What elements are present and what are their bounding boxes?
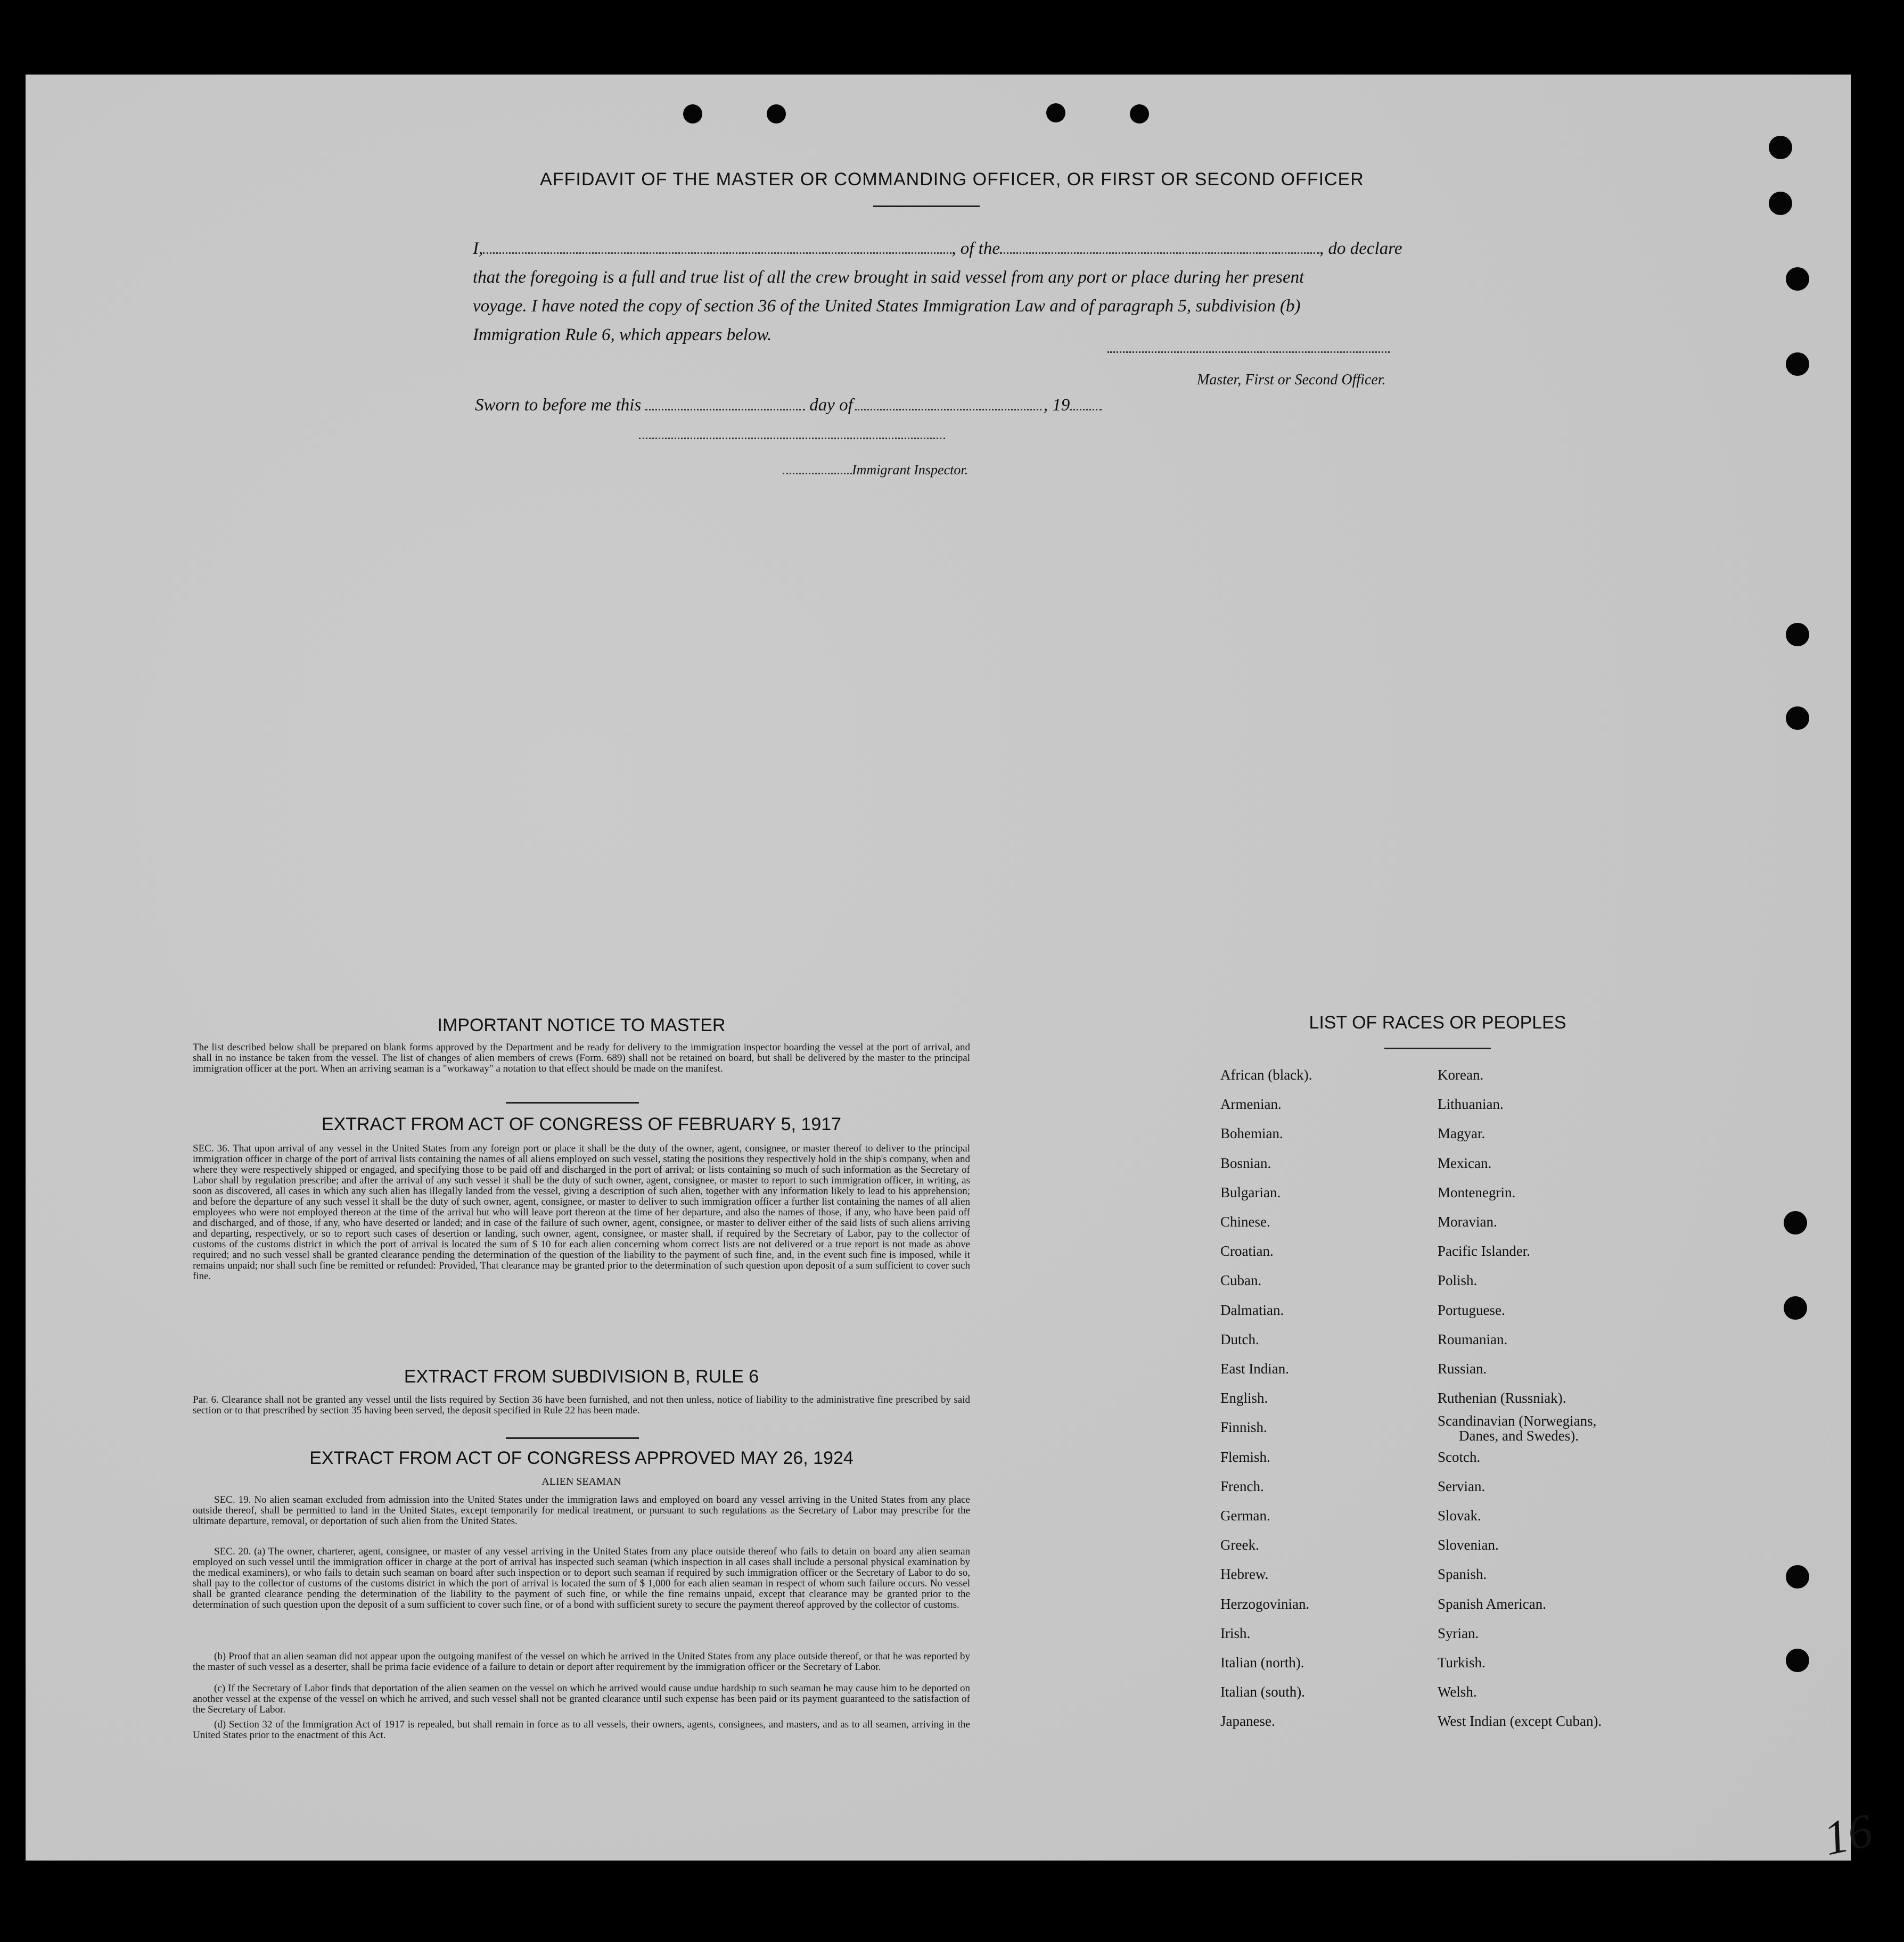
race-item-right-cont: Danes, and Swedes). — [1459, 1428, 1579, 1444]
race-item-left: Hebrew. — [1220, 1566, 1269, 1583]
punch-hole — [1784, 1211, 1807, 1235]
race-item-right: Slovak. — [1438, 1508, 1481, 1524]
race-item-right: Lithuanian. — [1438, 1096, 1504, 1113]
punch-hole — [767, 104, 786, 124]
punch-hole — [1786, 623, 1809, 646]
declare-label: , do declare — [1319, 239, 1402, 258]
extract-1924-title: EXTRACT FROM ACT OF CONGRESS APPROVED MAY 26, 1924 — [309, 1448, 853, 1468]
declaration-line-3: voyage. I have noted the copy of section 36 of the United States Immigration Law and of paragraph 5, subdivision (b) — [473, 297, 1301, 316]
race-item-left: Dalmatian. — [1220, 1302, 1284, 1318]
race-item-right: Turkish. — [1438, 1655, 1486, 1671]
race-item-left: Greek. — [1220, 1537, 1259, 1553]
inspector-name-dots — [783, 462, 852, 474]
section-divider — [506, 1437, 639, 1439]
race-item-right: West Indian (except Cuban). — [1438, 1713, 1602, 1730]
sec19-text: SEC. 19. No alien seaman excluded from admission into the United States under the immigration laws and employed on board any vessel arriving in the United States from any place outside thereof, shall be permitted to land in the United States, except temporarily for medical treatment, or pursuant to such regulations as the Secretary of Labor may prescribe for the ultimate departure, removal, or deportation of such alien from the United States. — [193, 1494, 970, 1527]
punch-hole — [1784, 1296, 1807, 1320]
punch-hole — [1046, 103, 1065, 122]
sworn-year-field[interactable] — [1070, 394, 1102, 410]
race-item-left: Bosnian. — [1220, 1155, 1271, 1171]
race-item-left: Croatian. — [1220, 1243, 1274, 1260]
race-item-right: Portuguese. — [1438, 1302, 1505, 1318]
race-item-left: Dutch. — [1220, 1331, 1259, 1347]
race-item-right: Syrian. — [1438, 1625, 1479, 1641]
sworn-day-label: day of — [809, 396, 853, 415]
notice-text: The list described below shall be prepared on blank forms approved by the Department and be ready for delivery to the immigration inspector boarding the vessel at the port of arrival, and shall in no instance be taken from the vessel. The list of changes of alien members of crews (Form. 689) shall not be retained on board, but shall be delivered by the master to the principal immigration officer at the port. When an arriving seaman is a "workaway" a notation to that effect should be made on the manifest. — [193, 1042, 970, 1074]
race-item-right: Slovenian. — [1438, 1537, 1499, 1553]
master-signature-label: Master, First or Second Officer. — [1197, 372, 1386, 388]
sec20b-text: (b) Proof that an alien seaman did not appear upon the outgoing manifest of the vessel on which he arrived in the United States from any place outside thereof, or that he was reported by the master of such vessel as a deserter, shall be prima facie evidence of a failure to detain or deport after requirement by the immigration officer or the Secretary of Labor. — [193, 1651, 970, 1673]
inspector-label: Immigrant Inspector. — [852, 462, 969, 478]
race-item-right: Montenegrin. — [1438, 1184, 1516, 1200]
inspector-signature-field[interactable] — [639, 438, 945, 439]
race-item-right: Polish. — [1438, 1272, 1478, 1289]
sworn-year-label: , 19 — [1043, 396, 1070, 415]
races-title: LIST OF RACES OR PEOPLES — [1309, 1013, 1566, 1033]
declarant-label: I, — [473, 239, 483, 258]
race-item-left: Bulgarian. — [1220, 1184, 1281, 1200]
races-divider — [1384, 1048, 1491, 1049]
race-item-left: Armenian. — [1220, 1096, 1282, 1113]
sec20a-text: SEC. 20. (a) The owner, charterer, agent, consignee, or master of any vessel arriving in the United States from any place outside thereof who fails to detain on board any alien seaman employed on such vessel until the immigration officer in charge at the port of arrival has inspected such seaman (which inspection in all cases shall include a personal physical examination by the medical examiners), or who fails to detain such seaman on board after such inspection or to deport such seaman if required by such immigration officer or the Secretary of Labor to do so, shall pay to the collector of customs of the customs district in which the port of arrival is located the sum of $ 1,000 for each alien seaman in respect of whom such failure occurs. No vessel shall be granted clearance pending the determination of the liability to the payment of such fine, or while the fine remains unpaid, except that clearance may be granted prior to the determination of such question upon the deposit of a sum sufficient to cover such fine, or of a bond with sufficient surety to secure the payment thereof approved by the collector of customs. — [193, 1546, 970, 1610]
race-item-left: Finnish. — [1220, 1419, 1267, 1436]
races-list — [1220, 1067, 1646, 1738]
sec20c-text: (c) If the Secretary of Labor finds that deportation of the alien seamen on the vessel on which he arrived would cause undue hardship to such seaman he may cause him to be deported on another vessel at the expense of the vessel on which he arrived, and such vessel shall not be granted clearance until such expense has been paid or its payment guaranteed to the satisfaction of the Secretary of Labor. — [193, 1683, 970, 1715]
race-item-right: Russian. — [1438, 1361, 1487, 1377]
race-item-right: Roumanian. — [1438, 1331, 1508, 1347]
race-item-right: Welsh. — [1438, 1684, 1477, 1700]
punch-hole — [683, 104, 702, 124]
handwritten-page-number: 16 — [1819, 1804, 1877, 1866]
race-item-left: Herzogovinian. — [1220, 1595, 1310, 1612]
punch-hole — [1786, 267, 1809, 291]
race-item-right: Pacific Islander. — [1438, 1243, 1530, 1260]
punch-hole — [1786, 1565, 1809, 1589]
race-item-left: Flemish. — [1220, 1449, 1270, 1465]
title-divider — [873, 205, 980, 207]
race-item-left: Chinese. — [1220, 1214, 1270, 1230]
race-item-right: Magyar. — [1438, 1125, 1486, 1142]
declaration-line-2: that the foregoing is a full and true list of all the crew brought in said vessel from any port or place during her present — [473, 268, 1304, 287]
vessel-name-field[interactable] — [1000, 237, 1319, 254]
race-item-left: African (black). — [1220, 1067, 1312, 1083]
section-divider — [506, 1102, 639, 1104]
rule6-title: EXTRACT FROM SUBDIVISION B, RULE 6 — [404, 1367, 759, 1387]
race-item-left: Cuban. — [1220, 1272, 1262, 1289]
race-item-right: Ruthenian (Russniak). — [1438, 1390, 1566, 1406]
declarant-name-field[interactable] — [483, 237, 951, 254]
race-item-left: English. — [1220, 1390, 1268, 1406]
race-item-right: Moravian. — [1438, 1214, 1497, 1230]
rule6-text: Par. 6. Clearance shall not be granted any vessel until the lists required by Section 36 have been furnished, and not then unless, notice of liability to the administrative fine prescribed by said section or to that prescribed by section 35 having been served, the deposit specified in Rule 22 has been made. — [193, 1394, 970, 1416]
race-item-left: Irish. — [1220, 1625, 1251, 1641]
race-item-right: Scotch. — [1438, 1449, 1481, 1465]
extract-1917-text: SEC. 36. That upon arrival of any vessel in the United States from any foreign port or place it shall be the duty of the owner, agent, consignee, or master thereof to deliver to the principal immigration officer in charge of the port of arrival lists containing the names of all aliens employed on such vessel, stating the positions they respectively hold in the ship's company, when and where they were respectively shipped or engaged, and specifying those to be paid off and discharged in the port of arrival; or lists containing so much of such information as the Secretary of Labor shall by regulation prescribe; and after the arrival of any such vessel it shall be the duty of such owner, agent, consignee, or master to report to such immigration officer, in writing, as soon as discovered, all cases in which any such alien has illegally landed from the vessel, giving a description of such alien, together with any information likely to lead to his apprehension; and before the departure of any such vessel it shall be the duty of such owner, agent, consignee, or master to deliver to such immigration officer a further list containing the names of all alien employees who were not employed thereon at the time of the arrival but who will leave port thereon at the time of her departure, and also the names of those, if any, who have been paid off and discharged, and of those, if any, who have deserted or landed; and in case of the failure of such owner, agent, consignee, or master to deliver either of the said lists of such aliens arriving and departing, respectively, or so to report such cases of desertion or landing, such owner, agent, consignee, or master shall, if required by the Secretary of Labor, pay to the collector of customs of the customs district in which the port of arrival is located the sum of $ 10 for each alien concerning whom correct lists are not delivered or a true report is not made as above required; and no such vessel shall be granted clearance pending the determination of the question of the liability to the payment of such fine, and, in the event such fine is imposed, while it remains unpaid; nor shall such fine be remitted or refunded: Provided, That clearance may be granted prior to the determination of such question upon deposit of a sum sufficient to cover such fine. — [193, 1143, 970, 1282]
declaration-line-1 — [473, 234, 1431, 263]
sec20d-text: (d) Section 32 of the Immigration Act of 1917 is repealed, but shall remain in force as to all vessels, their owners, agents, consignees, and masters, and as to all seamen, arriving in the United States prior to the enactment of this Act. — [193, 1719, 970, 1741]
affidavit-declaration — [473, 234, 1431, 349]
master-signature-field[interactable] — [1107, 351, 1390, 353]
punch-hole — [1786, 1649, 1809, 1672]
punch-hole — [1769, 192, 1792, 215]
race-item-left: Bohemian. — [1220, 1125, 1283, 1142]
notice-title: IMPORTANT NOTICE TO MASTER — [437, 1015, 726, 1035]
race-item-left: German. — [1220, 1508, 1270, 1524]
race-item-left: East Indian. — [1220, 1361, 1289, 1377]
extract-1924-subtitle: ALIEN SEAMAN — [541, 1476, 621, 1487]
sworn-line — [475, 394, 1102, 415]
race-item-left: Italian (north). — [1220, 1655, 1304, 1671]
race-item-right: Korean. — [1438, 1067, 1484, 1083]
sworn-day-field[interactable] — [645, 394, 805, 410]
sworn-month-field[interactable] — [855, 394, 1041, 410]
punch-hole — [1130, 104, 1149, 124]
declaration-line-4: Immigration Rule 6, which appears below. — [473, 325, 772, 344]
affidavit-title: AFFIDAVIT OF THE MASTER OR COMMANDING OFFICER, OR FIRST OR SECOND OFFICER — [540, 169, 1364, 190]
punch-hole — [1786, 352, 1809, 376]
race-item-right: Mexican. — [1438, 1155, 1492, 1171]
sworn-prefix: Sworn to before me this — [475, 396, 642, 415]
punch-hole — [1786, 706, 1809, 730]
extract-1917-title: EXTRACT FROM ACT OF CONGRESS OF FEBRUARY 5, 1917 — [321, 1114, 842, 1134]
race-item-right: Spanish American. — [1438, 1595, 1546, 1612]
vessel-label: , of the — [951, 239, 1000, 258]
race-item-left: Italian (south). — [1220, 1684, 1305, 1700]
inspector-line — [783, 462, 968, 478]
race-item-right: Servian. — [1438, 1478, 1486, 1494]
race-item-left: Japanese. — [1220, 1713, 1275, 1730]
race-item-right: Scandinavian (Norwegians, — [1438, 1413, 1597, 1429]
punch-hole — [1769, 136, 1792, 159]
race-item-right: Spanish. — [1438, 1566, 1487, 1583]
race-item-left: French. — [1220, 1478, 1264, 1494]
